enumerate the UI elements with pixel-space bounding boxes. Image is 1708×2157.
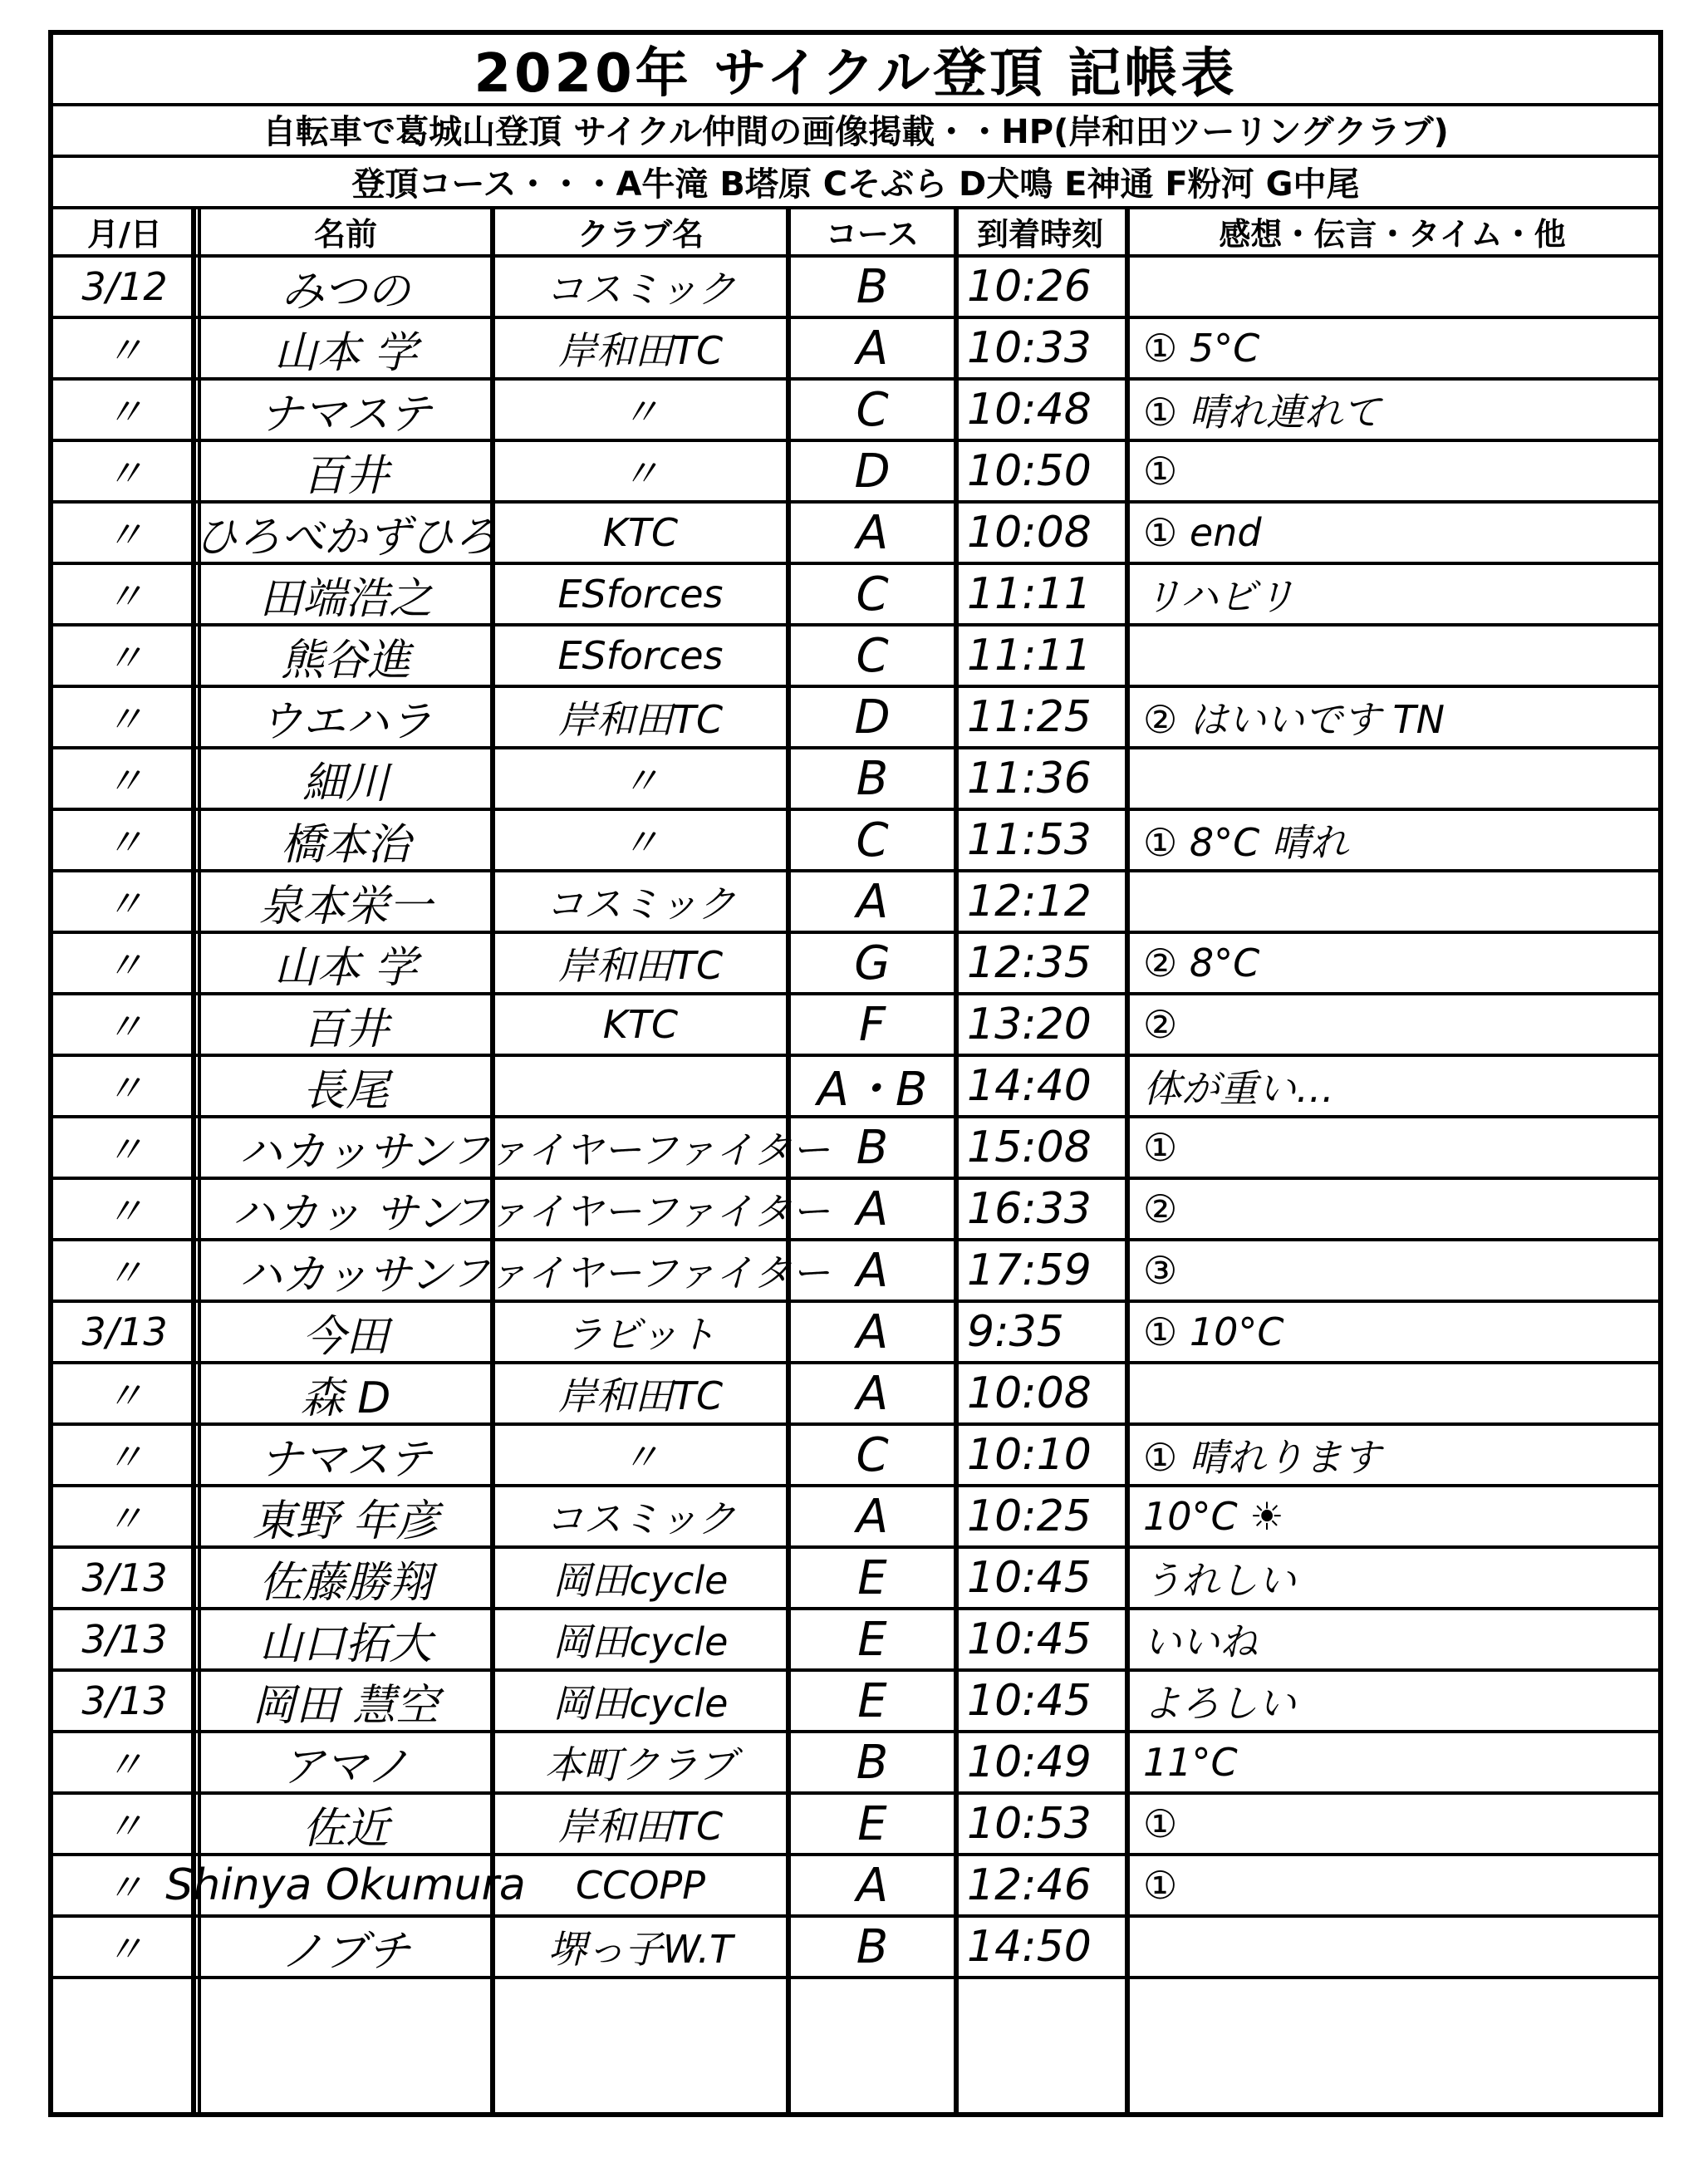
row-club: ESforces bbox=[557, 572, 724, 617]
row-date: 〃 bbox=[106, 1804, 144, 1849]
row-date: 3/13 bbox=[81, 1678, 168, 1723]
row-club: 〃 bbox=[621, 390, 660, 435]
row-date: 〃 bbox=[106, 1742, 144, 1787]
row-name: 山本 学 bbox=[273, 942, 418, 993]
table-row bbox=[53, 1303, 1658, 1364]
table-row bbox=[53, 504, 1658, 565]
page-title: 2020年 サイクル登頂 記帳表 bbox=[53, 35, 1658, 106]
row-note bbox=[1131, 749, 1653, 808]
row-note: ① bbox=[1143, 1801, 1178, 1846]
row-club: ファイヤーファイター bbox=[451, 1189, 830, 1234]
row-name: 佐近 bbox=[302, 1803, 389, 1854]
table-header bbox=[53, 208, 1658, 258]
row-course: A・B bbox=[817, 1063, 928, 1117]
table-row bbox=[53, 688, 1658, 749]
row-note: ① 晴れります bbox=[1143, 1435, 1381, 1480]
row-date: 〃 bbox=[106, 1005, 144, 1049]
row-course: A bbox=[856, 321, 889, 376]
row-name: 長尾 bbox=[302, 1065, 389, 1116]
table-row bbox=[53, 1241, 1658, 1303]
row-note: ① 5°C bbox=[1143, 326, 1260, 371]
row-name: アマノ bbox=[281, 1742, 410, 1792]
row-date: 3/13 bbox=[81, 1309, 168, 1354]
row-club: コスミック bbox=[545, 267, 736, 312]
row-name: 今田 bbox=[302, 1311, 389, 1362]
row-name: ハカッサン bbox=[238, 1127, 453, 1177]
row-note: ② はいいです TN bbox=[1143, 697, 1445, 742]
row-name: ハカッサン bbox=[238, 1250, 453, 1300]
table-row bbox=[53, 381, 1658, 442]
row-club: 岡田cycle bbox=[552, 1681, 729, 1726]
row-name: ハカッ サン bbox=[232, 1188, 459, 1239]
row-arrival-time: 11:25 bbox=[967, 692, 1092, 742]
table-row bbox=[53, 1118, 1658, 1180]
row-arrival-time: 10:53 bbox=[967, 1799, 1092, 1849]
row-arrival-time: 10:50 bbox=[967, 446, 1092, 496]
row-date: 〃 bbox=[106, 1373, 144, 1418]
row-name: ウエハラ bbox=[258, 696, 432, 747]
row-name: 山本 学 bbox=[273, 327, 418, 378]
row-arrival-time: 10:33 bbox=[967, 323, 1092, 373]
row-note: ① 晴れ連れて bbox=[1143, 390, 1381, 435]
row-course: C bbox=[856, 813, 889, 867]
row-name: 佐藤勝翔 bbox=[258, 1557, 432, 1608]
row-club: ファイヤーファイター bbox=[451, 1128, 830, 1172]
row-course: C bbox=[856, 1427, 889, 1482]
row-course: D bbox=[854, 690, 891, 744]
row-note: 体が重い… bbox=[1143, 1066, 1334, 1111]
table-row bbox=[53, 442, 1658, 504]
row-arrival-time: 11:36 bbox=[967, 754, 1092, 803]
row-note: ② bbox=[1143, 1002, 1178, 1047]
row-note: ① end bbox=[1143, 510, 1262, 555]
row-date: 〃 bbox=[106, 1250, 144, 1295]
row-arrival-time: 13:20 bbox=[967, 1000, 1092, 1049]
row-club: コスミック bbox=[545, 882, 736, 926]
row-club: 岸和田TC bbox=[557, 943, 724, 988]
table-row bbox=[53, 872, 1658, 934]
header-course: コース bbox=[825, 215, 920, 253]
row-club: KTC bbox=[602, 1002, 679, 1047]
row-date: 〃 bbox=[106, 820, 144, 865]
row-name: 森 D bbox=[300, 1373, 391, 1423]
row-arrival-time: 9:35 bbox=[967, 1307, 1064, 1357]
row-date: 3/13 bbox=[81, 1555, 168, 1600]
row-date: 3/13 bbox=[81, 1617, 168, 1662]
row-date: 〃 bbox=[106, 390, 144, 435]
course-legend: 登頂コース・・・A牛滝 B塔原 Cそぶら D犬鳴 E神通 F粉河 G中尾 bbox=[53, 156, 1658, 209]
row-arrival-time: 10:08 bbox=[967, 508, 1092, 558]
row-date: 〃 bbox=[106, 513, 144, 558]
row-note: リハビリ bbox=[1143, 574, 1295, 619]
table-row bbox=[53, 258, 1658, 319]
row-arrival-time: 12:12 bbox=[967, 877, 1092, 926]
row-note: 11°C bbox=[1143, 1740, 1238, 1785]
row-course: E bbox=[857, 1673, 887, 1728]
row-arrival-time: 10:45 bbox=[967, 1676, 1092, 1726]
row-course: E bbox=[857, 1796, 887, 1851]
row-date: 〃 bbox=[106, 759, 144, 803]
row-arrival-time: 11:11 bbox=[967, 631, 1092, 681]
row-note: ② 8°C bbox=[1143, 941, 1260, 985]
table-row bbox=[53, 626, 1658, 688]
row-course: G bbox=[854, 936, 891, 990]
registry-sheet bbox=[48, 30, 1663, 2117]
row-note: ③ bbox=[1143, 1248, 1178, 1293]
row-name: 百井 bbox=[302, 1004, 389, 1054]
row-date: 〃 bbox=[106, 697, 144, 742]
row-course: A bbox=[856, 874, 889, 929]
row-arrival-time: 12:46 bbox=[967, 1860, 1092, 1910]
row-note bbox=[1131, 1364, 1653, 1422]
row-arrival-time: 10:45 bbox=[967, 1553, 1092, 1603]
row-course: F bbox=[858, 997, 886, 1052]
header-date: 月/日 bbox=[87, 215, 162, 253]
row-date: 〃 bbox=[106, 1189, 144, 1234]
row-note bbox=[1131, 872, 1653, 931]
table-row bbox=[53, 1364, 1658, 1426]
row-name: Shinya Okumura bbox=[165, 1860, 526, 1910]
row-note: ① bbox=[1143, 1863, 1178, 1908]
table-row bbox=[53, 1057, 1658, 1118]
row-course: A bbox=[856, 505, 889, 560]
row-arrival-time: 14:40 bbox=[967, 1061, 1092, 1111]
row-club: 岸和田TC bbox=[557, 1373, 724, 1418]
row-arrival-time: 15:08 bbox=[967, 1123, 1092, 1172]
row-date: 〃 bbox=[106, 1496, 144, 1541]
header-name: 名前 bbox=[313, 215, 377, 253]
row-club: 〃 bbox=[621, 759, 660, 803]
row-arrival-time: 10:48 bbox=[967, 385, 1092, 435]
row-date: 〃 bbox=[106, 1128, 144, 1172]
row-name: 橋本治 bbox=[280, 819, 410, 870]
row-course: E bbox=[857, 1550, 887, 1605]
row-club: 本町クラブ bbox=[545, 1742, 736, 1787]
table-row bbox=[53, 1610, 1658, 1672]
row-course: A bbox=[856, 1182, 889, 1236]
table-body bbox=[53, 258, 1658, 2112]
row-date: 〃 bbox=[106, 1435, 144, 1480]
row-arrival-time: 17:59 bbox=[967, 1246, 1092, 1295]
row-arrival-time: 10:45 bbox=[967, 1614, 1092, 1664]
row-arrival-time: 10:10 bbox=[967, 1430, 1092, 1480]
row-club: ファイヤーファイター bbox=[451, 1250, 830, 1295]
row-course: C bbox=[856, 382, 889, 437]
row-arrival-time: 10:08 bbox=[967, 1368, 1092, 1418]
row-note bbox=[1131, 258, 1653, 316]
row-club: 〃 bbox=[621, 451, 660, 496]
row-name: 細川 bbox=[302, 758, 389, 808]
row-date: 〃 bbox=[106, 636, 144, 681]
row-arrival-time: 10:49 bbox=[967, 1737, 1092, 1787]
row-arrival-time: 14:50 bbox=[967, 1922, 1092, 1972]
row-course: D bbox=[854, 444, 891, 499]
row-club: 岸和田TC bbox=[557, 328, 724, 373]
row-name: みつの bbox=[281, 266, 410, 317]
table-row bbox=[53, 1549, 1658, 1610]
header-note: 感想・伝言・タイム・他 bbox=[1219, 215, 1566, 253]
row-name: 百井 bbox=[302, 450, 389, 501]
table-row bbox=[53, 811, 1658, 872]
row-name: 山口拓大 bbox=[258, 1619, 432, 1669]
table-row bbox=[53, 1856, 1658, 1918]
row-course: B bbox=[856, 259, 889, 314]
row-note: ① 8°C 晴れ bbox=[1143, 820, 1348, 865]
row-note: うれしい bbox=[1143, 1558, 1296, 1603]
row-date: 〃 bbox=[106, 574, 144, 619]
row-date: 〃 bbox=[106, 451, 144, 496]
row-club: KTC bbox=[602, 510, 679, 555]
row-club: 岸和田TC bbox=[557, 1804, 724, 1849]
row-club: コスミック bbox=[545, 1496, 736, 1541]
row-course: B bbox=[856, 1735, 889, 1790]
table-row bbox=[53, 1918, 1658, 1979]
row-club: 岡田cycle bbox=[552, 1619, 729, 1664]
row-arrival-time: 16:33 bbox=[967, 1184, 1092, 1234]
row-course: C bbox=[856, 628, 889, 683]
table-row bbox=[53, 749, 1658, 811]
row-note bbox=[1131, 1918, 1653, 1976]
row-club: ESforces bbox=[557, 633, 724, 678]
row-note bbox=[1131, 626, 1653, 685]
table-row bbox=[53, 934, 1658, 995]
table-row bbox=[53, 1795, 1658, 1856]
row-course: E bbox=[857, 1612, 887, 1667]
table-row bbox=[53, 1672, 1658, 1733]
row-arrival-time: 11:11 bbox=[967, 569, 1092, 619]
row-date: 〃 bbox=[106, 882, 144, 926]
row-note: いいね bbox=[1143, 1619, 1258, 1664]
row-date: 〃 bbox=[106, 1865, 144, 1910]
row-note: ① bbox=[1143, 449, 1178, 494]
row-course: A bbox=[856, 1489, 889, 1544]
row-club: 〃 bbox=[621, 1435, 660, 1480]
row-club: 岡田cycle bbox=[552, 1558, 729, 1603]
row-arrival-time: 12:35 bbox=[967, 938, 1092, 988]
row-name: 東野 年彦 bbox=[252, 1496, 439, 1546]
row-arrival-time: 10:25 bbox=[967, 1491, 1092, 1541]
row-note: ① 10°C bbox=[1143, 1309, 1284, 1354]
row-note: ② bbox=[1143, 1187, 1178, 1231]
row-club: 〃 bbox=[621, 820, 660, 865]
log-table bbox=[53, 208, 1658, 2112]
row-arrival-time: 10:26 bbox=[967, 262, 1092, 312]
row-name: 熊谷進 bbox=[280, 635, 410, 685]
row-course: B bbox=[856, 751, 889, 806]
row-name: ひろべかずひろ bbox=[194, 512, 498, 563]
row-name: ナマステ bbox=[259, 1434, 432, 1485]
row-course: A bbox=[856, 1305, 889, 1359]
row-name: 岡田 慧空 bbox=[252, 1680, 439, 1731]
row-note: よろしい bbox=[1143, 1681, 1296, 1726]
row-club: 岸和田TC bbox=[557, 697, 724, 742]
row-club: 堺っ子W.T bbox=[547, 1927, 734, 1972]
table-row bbox=[53, 319, 1658, 381]
row-course: C bbox=[856, 567, 889, 622]
table-row bbox=[53, 1733, 1658, 1795]
row-date: 〃 bbox=[106, 1066, 144, 1111]
row-name: 田端浩之 bbox=[258, 573, 432, 624]
row-date: 〃 bbox=[106, 943, 144, 988]
table-row bbox=[53, 1180, 1658, 1241]
row-course: B bbox=[856, 1120, 889, 1175]
row-course: A bbox=[856, 1366, 889, 1421]
row-course: A bbox=[856, 1858, 889, 1913]
row-course: B bbox=[856, 1919, 889, 1974]
row-club: CCOPP bbox=[576, 1863, 705, 1908]
row-date: 3/12 bbox=[81, 264, 168, 309]
row-note: 10°C ☀ bbox=[1143, 1494, 1284, 1539]
header-time: 到着時刻 bbox=[976, 215, 1103, 253]
header-club: クラブ名 bbox=[577, 215, 704, 253]
row-name: 泉本栄一 bbox=[258, 881, 432, 931]
table-row bbox=[53, 1487, 1658, 1549]
row-name: ノブチ bbox=[280, 1926, 410, 1977]
row-note: ① bbox=[1143, 1125, 1178, 1170]
table-row bbox=[53, 995, 1658, 1057]
table-row bbox=[53, 565, 1658, 626]
row-arrival-time: 11:53 bbox=[967, 815, 1092, 865]
row-club bbox=[495, 1057, 786, 1115]
row-name: ナマステ bbox=[259, 389, 432, 440]
row-date: 〃 bbox=[106, 328, 144, 373]
row-club: ラビット bbox=[564, 1312, 717, 1357]
subtitle: 自転車で葛城山登頂 サイクル仲間の画像掲載・・HP(岸和田ツーリングクラブ) bbox=[53, 103, 1658, 158]
row-course: A bbox=[856, 1243, 889, 1298]
table-row bbox=[53, 1426, 1658, 1487]
row-date: 〃 bbox=[106, 1927, 144, 1972]
